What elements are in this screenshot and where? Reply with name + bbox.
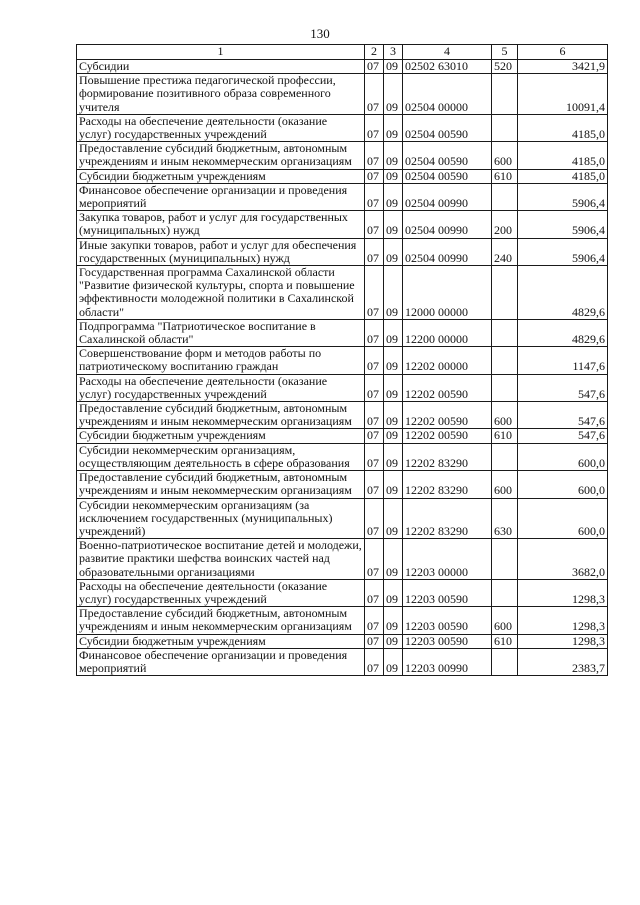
- row-amount-cell: 4185,0: [518, 142, 608, 169]
- row-section-cell: 07: [365, 114, 384, 141]
- row-expense-type-cell: 630: [492, 498, 518, 539]
- row-expense-type-cell: [492, 114, 518, 141]
- row-section-cell: 07: [365, 169, 384, 183]
- row-target-article-cell: 12202 00590: [403, 374, 492, 401]
- row-amount-cell: 4829,6: [518, 266, 608, 320]
- row-expense-type-cell: 600: [492, 402, 518, 429]
- row-section-cell: 07: [365, 648, 384, 675]
- row-name-cell: Предоставление субсидий бюджетным, автономным учреждениям и иным некоммерческим организациям: [77, 142, 365, 169]
- row-target-article-cell: 02504 00990: [403, 183, 492, 210]
- row-subsection-cell: 09: [384, 471, 403, 498]
- table-row: [77, 402, 608, 429]
- row-subsection-cell: 09: [384, 266, 403, 320]
- row-subsection-cell: 09: [384, 539, 403, 580]
- row-name-cell: Финансовое обеспечение организации и проведения мероприятий: [77, 183, 365, 210]
- header-cell-name: 1: [77, 45, 365, 60]
- table-row: [77, 539, 608, 580]
- row-amount-cell: 5906,4: [518, 211, 608, 238]
- table-row: [77, 648, 608, 675]
- row-target-article-cell: 02504 00000: [403, 74, 492, 115]
- row-section-cell: 07: [365, 634, 384, 648]
- row-subsection-cell: 09: [384, 634, 403, 648]
- row-name-cell: Расходы на обеспечение деятельности (оказание услуг) государственных учреждений: [77, 374, 365, 401]
- row-subsection-cell: 09: [384, 443, 403, 470]
- row-name-cell: Субсидии: [77, 60, 365, 74]
- row-expense-type-cell: [492, 539, 518, 580]
- row-expense-type-cell: [492, 183, 518, 210]
- row-section-cell: 07: [365, 402, 384, 429]
- row-expense-type-cell: 610: [492, 634, 518, 648]
- row-target-article-cell: 02504 00590: [403, 169, 492, 183]
- row-amount-cell: 2383,7: [518, 648, 608, 675]
- row-section-cell: 07: [365, 579, 384, 606]
- row-amount-cell: 547,6: [518, 374, 608, 401]
- row-section-cell: 07: [365, 539, 384, 580]
- table-body: [77, 60, 608, 676]
- row-amount-cell: 1298,3: [518, 634, 608, 648]
- header-cell-amount: 6: [518, 45, 608, 60]
- row-subsection-cell: 09: [384, 114, 403, 141]
- row-target-article-cell: 02504 00590: [403, 142, 492, 169]
- row-amount-cell: 1147,6: [518, 347, 608, 374]
- row-name-cell: Совершенствование форм и методов работы по патриотическому воспитанию граждан: [77, 347, 365, 374]
- row-section-cell: 07: [365, 498, 384, 539]
- row-target-article-cell: 02504 00990: [403, 211, 492, 238]
- row-name-cell: Субсидии бюджетным учреждениям: [77, 169, 365, 183]
- row-name-cell: Расходы на обеспечение деятельности (оказание услуг) государственных учреждений: [77, 579, 365, 606]
- row-section-cell: 07: [365, 266, 384, 320]
- row-target-article-cell: 12202 00590: [403, 429, 492, 443]
- row-amount-cell: 4185,0: [518, 169, 608, 183]
- row-expense-type-cell: 600: [492, 142, 518, 169]
- table-row: [77, 429, 608, 443]
- row-expense-type-cell: [492, 319, 518, 346]
- row-subsection-cell: 09: [384, 607, 403, 634]
- header-row: [77, 45, 608, 60]
- row-name-cell: Иные закупки товаров, работ и услуг для обеспечения государственных (муниципальных) нужд: [77, 238, 365, 265]
- row-section-cell: 07: [365, 374, 384, 401]
- row-amount-cell: 5906,4: [518, 183, 608, 210]
- row-amount-cell: 4185,0: [518, 114, 608, 141]
- row-name-cell: Закупка товаров, работ и услуг для государственных (муниципальных) нужд: [77, 211, 365, 238]
- row-amount-cell: 600,0: [518, 498, 608, 539]
- table-row: [77, 347, 608, 374]
- row-target-article-cell: 12202 00590: [403, 402, 492, 429]
- row-target-article-cell: 12202 83290: [403, 471, 492, 498]
- row-amount-cell: 1298,3: [518, 579, 608, 606]
- row-amount-cell: 3682,0: [518, 539, 608, 580]
- row-expense-type-cell: [492, 648, 518, 675]
- row-section-cell: 07: [365, 471, 384, 498]
- table-row: [77, 238, 608, 265]
- table-row: [77, 319, 608, 346]
- row-target-article-cell: 12203 00000: [403, 539, 492, 580]
- row-amount-cell: 10091,4: [518, 74, 608, 115]
- row-subsection-cell: 09: [384, 402, 403, 429]
- row-expense-type-cell: 600: [492, 471, 518, 498]
- row-name-cell: Субсидии некоммерческим организациям, осуществляющим деятельность в сфере образования: [77, 443, 365, 470]
- table-row: [77, 634, 608, 648]
- row-name-cell: Предоставление субсидий бюджетным, автономным учреждениям и иным некоммерческим организациям: [77, 471, 365, 498]
- row-target-article-cell: 12202 00000: [403, 347, 492, 374]
- row-section-cell: 07: [365, 142, 384, 169]
- row-section-cell: 07: [365, 211, 384, 238]
- row-name-cell: Субсидии бюджетным учреждениям: [77, 634, 365, 648]
- row-subsection-cell: 09: [384, 238, 403, 265]
- table-row: [77, 579, 608, 606]
- row-target-article-cell: 02502 63010: [403, 60, 492, 74]
- row-section-cell: 07: [365, 238, 384, 265]
- row-name-cell: Повышение престижа педагогической профессии, формирование позитивного образа современного учителя: [77, 74, 365, 115]
- row-expense-type-cell: [492, 74, 518, 115]
- budget-table: [76, 44, 608, 676]
- row-name-cell: Подпрограмма "Патриотическое воспитание в Сахалинской области": [77, 319, 365, 346]
- row-name-cell: Военно-патриотическое воспитание детей и молодежи, развитие практики шефства воинских частей над образовательными организациями: [77, 539, 365, 580]
- row-section-cell: 07: [365, 347, 384, 374]
- row-subsection-cell: 09: [384, 498, 403, 539]
- row-expense-type-cell: 200: [492, 211, 518, 238]
- row-subsection-cell: 09: [384, 169, 403, 183]
- row-subsection-cell: 09: [384, 319, 403, 346]
- header-cell-subsection: 3: [384, 45, 403, 60]
- row-section-cell: 07: [365, 429, 384, 443]
- table-row: [77, 607, 608, 634]
- table-row: [77, 498, 608, 539]
- row-subsection-cell: 09: [384, 60, 403, 74]
- row-amount-cell: 4829,6: [518, 319, 608, 346]
- row-target-article-cell: 12203 00590: [403, 579, 492, 606]
- row-expense-type-cell: 610: [492, 429, 518, 443]
- row-section-cell: 07: [365, 183, 384, 210]
- row-target-article-cell: 12203 00590: [403, 634, 492, 648]
- row-expense-type-cell: 240: [492, 238, 518, 265]
- row-expense-type-cell: 520: [492, 60, 518, 74]
- table-row: [77, 471, 608, 498]
- row-amount-cell: 600,0: [518, 443, 608, 470]
- row-name-cell: Предоставление субсидий бюджетным, автономным учреждениям и иным некоммерческим организациям: [77, 402, 365, 429]
- row-name-cell: Предоставление субсидий бюджетным, автономным учреждениям и иным некоммерческим организациям: [77, 607, 365, 634]
- row-amount-cell: 3421,9: [518, 60, 608, 74]
- header-cell-expense-type: 5: [492, 45, 518, 60]
- row-expense-type-cell: 600: [492, 607, 518, 634]
- row-section-cell: 07: [365, 74, 384, 115]
- row-amount-cell: 600,0: [518, 471, 608, 498]
- row-amount-cell: 547,6: [518, 402, 608, 429]
- row-name-cell: Государственная программа Сахалинской области "Развитие физической культуры, спорта и повышение эффективности молодежной политики в Сахалинской области": [77, 266, 365, 320]
- row-subsection-cell: 09: [384, 429, 403, 443]
- row-subsection-cell: 09: [384, 347, 403, 374]
- row-target-article-cell: 02504 00990: [403, 238, 492, 265]
- row-expense-type-cell: [492, 579, 518, 606]
- row-amount-cell: 1298,3: [518, 607, 608, 634]
- row-subsection-cell: 09: [384, 648, 403, 675]
- row-target-article-cell: 12200 00000: [403, 319, 492, 346]
- page-number: 130: [310, 26, 330, 41]
- row-target-article-cell: 12203 00590: [403, 607, 492, 634]
- header-cell-section: 2: [365, 45, 384, 60]
- row-expense-type-cell: [492, 347, 518, 374]
- table-row: [77, 443, 608, 470]
- header-cell-target-article: 4: [403, 45, 492, 60]
- row-name-cell: Субсидии некоммерческим организациям (за исключением государственных (муниципальных) учреждений): [77, 498, 365, 539]
- row-amount-cell: 547,6: [518, 429, 608, 443]
- row-section-cell: 07: [365, 319, 384, 346]
- table-row: [77, 374, 608, 401]
- row-amount-cell: 5906,4: [518, 238, 608, 265]
- row-target-article-cell: 12203 00990: [403, 648, 492, 675]
- row-target-article-cell: 12000 00000: [403, 266, 492, 320]
- table-header: [77, 45, 608, 60]
- row-expense-type-cell: [492, 443, 518, 470]
- row-expense-type-cell: [492, 374, 518, 401]
- table-row: [77, 114, 608, 141]
- row-name-cell: Расходы на обеспечение деятельности (оказание услуг) государственных учреждений: [77, 114, 365, 141]
- row-subsection-cell: 09: [384, 183, 403, 210]
- row-subsection-cell: 09: [384, 211, 403, 238]
- row-target-article-cell: 12202 83290: [403, 498, 492, 539]
- row-subsection-cell: 09: [384, 374, 403, 401]
- row-expense-type-cell: 610: [492, 169, 518, 183]
- row-target-article-cell: 02504 00590: [403, 114, 492, 141]
- row-section-cell: 07: [365, 60, 384, 74]
- row-subsection-cell: 09: [384, 579, 403, 606]
- table-row: [77, 169, 608, 183]
- row-target-article-cell: 12202 83290: [403, 443, 492, 470]
- table-row: [77, 60, 608, 74]
- row-subsection-cell: 09: [384, 142, 403, 169]
- row-section-cell: 07: [365, 607, 384, 634]
- table-row: [77, 74, 608, 115]
- row-section-cell: 07: [365, 443, 384, 470]
- row-expense-type-cell: [492, 266, 518, 320]
- table-row: [77, 183, 608, 210]
- table-row: [77, 266, 608, 320]
- row-name-cell: Финансовое обеспечение организации и проведения мероприятий: [77, 648, 365, 675]
- table-row: [77, 211, 608, 238]
- table-row: [77, 142, 608, 169]
- row-subsection-cell: 09: [384, 74, 403, 115]
- row-name-cell: Субсидии бюджетным учреждениям: [77, 429, 365, 443]
